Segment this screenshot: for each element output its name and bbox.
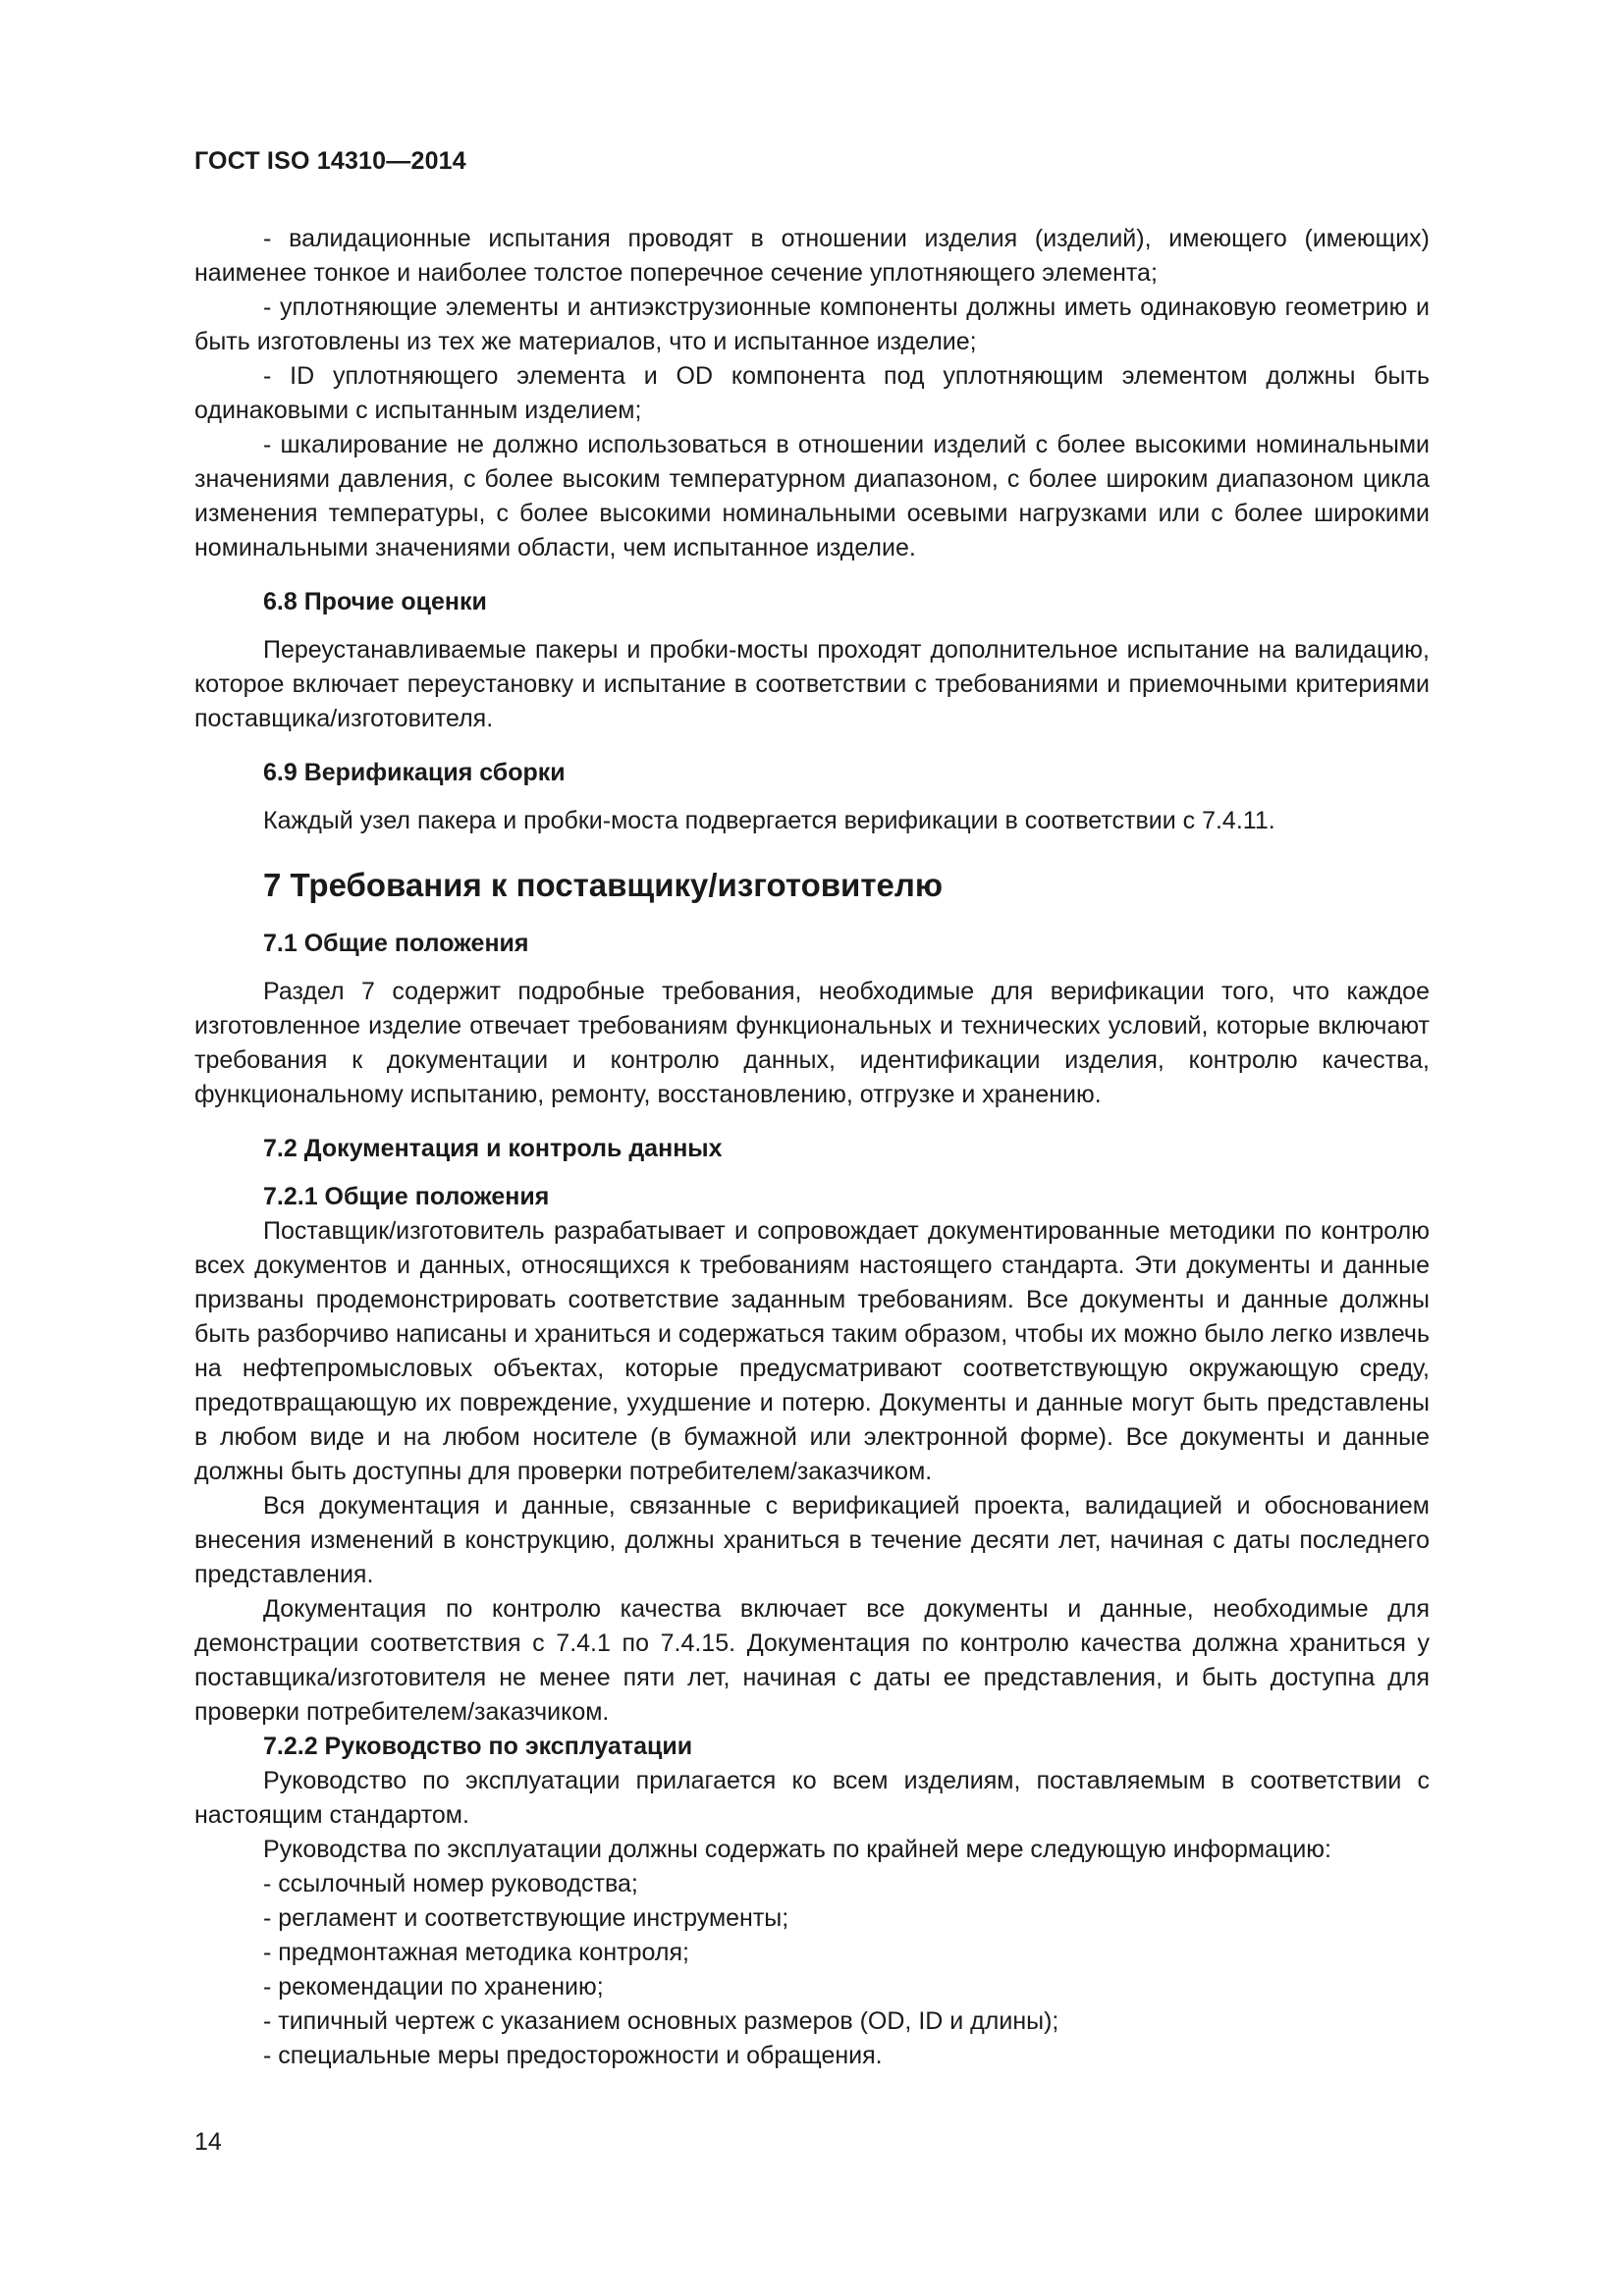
document-body bbox=[194, 222, 1430, 2073]
section-7-2-2-paragraph: Руководство по эксплуатации прилагается ко всем изделиям, поставляемым в соответствии с настоящим стандартом. bbox=[194, 1767, 1430, 1829]
section-heading-7: 7 Требования к поставщику/изготовителю bbox=[263, 867, 944, 903]
list-item: - специальные меры предосторожности и обращения. bbox=[263, 2042, 883, 2069]
list-item: - регламент и соответствующие инструменты; bbox=[263, 1904, 789, 1932]
section-7-1-text: Раздел 7 содержит подробные требования, необходимые для верификации того, что каждое изготовленное изделие отвечает требованиям функциональных и технических условий, которые включают требования к документации и контролю данных, идентификации изделия, контролю качества, функциональному испытанию, ремонту, восстановлению, отгрузке и хранению. bbox=[194, 978, 1430, 1108]
section-heading-6-8: 6.8 Прочие оценки bbox=[263, 588, 487, 615]
section-6-9-text: Каждый узел пакера и пробки-моста подвергается верификации в соответствии с 7.4.11. bbox=[263, 807, 1275, 834]
section-6-8-text: Переустанавливаемые пакеры и пробки-мосты проходят дополнительное испытание на валидацию, которое включает переустановку и испытание в соответствии с требованиями и приемочными критериями поставщика/изготовителя. bbox=[194, 636, 1430, 732]
bullet-paragraph: - уплотняющие элементы и антиэкструзионные компоненты должны иметь одинаковую геометрию и быть изготовлены из тех же материалов, что и испытанное изделие; bbox=[194, 294, 1430, 355]
bullet-paragraph: - шкалирование не должно использоваться в отношении изделий с более высокими номинальными значениями давления, с более высоким температурном диапазоном, с более широким диапазоном цикла изменения температуры, с более высокими номинальными осевыми нагрузками или с более широкими номинальными значениями области, чем испытанное изделие. bbox=[194, 431, 1430, 561]
section-heading-7-2: 7.2 Документация и контроль данных bbox=[263, 1135, 723, 1162]
section-7-2-1-paragraph: Вся документация и данные, связанные с верификацией проекта, валидацией и обоснованием внесения изменений в конструкцию, должны храниться в течение десяти лет, начиная с даты последнего представления. bbox=[194, 1492, 1430, 1588]
section-heading-7-2-1: 7.2.1 Общие положения bbox=[263, 1183, 550, 1210]
document-header: ГОСТ ISO 14310—2014 bbox=[194, 147, 466, 175]
section-heading-7-1: 7.1 Общие положения bbox=[263, 930, 529, 957]
list-item: - предмонтажная методика контроля; bbox=[263, 1939, 689, 1966]
bullet-paragraph: - валидационные испытания проводят в отношении изделия (изделий), имеющего (имеющих) наименее тонкое и наиболее толстое поперечное сечение уплотняющего элемента; bbox=[194, 225, 1430, 287]
page-number: 14 bbox=[194, 2128, 222, 2156]
section-7-2-2-paragraph: Руководства по эксплуатации должны содержать по крайней мере следующую информацию: bbox=[263, 1836, 1331, 1863]
section-7-2-1-paragraph: Поставщик/изготовитель разрабатывает и сопровождает документированные методики по контролю всех документов и данных, относящихся к требованиям настоящего стандарта. Эти документы и данные призваны продемонстрировать соответствие заданным требованиям. Все документы и данные должны быть разборчиво написаны и храниться и содержаться таким образом, чтобы их можно было легко извлечь на нефтепромысловых объектах, которые предусматривают соответствующую окружающую среду, предотвращающую их повреждение, ухудшение и потерю. Документы и данные могут быть представлены в любом виде и на любом носителе (в бумажной или электронной форме). Все документы и данные должны быть доступны для проверки потребителем/заказчиком. bbox=[194, 1217, 1430, 1485]
section-7-2-1-paragraph: Документация по контролю качества включает все документы и данные, необходимые для демонстрации соответствия с 7.4.1 по 7.4.15. Документация по контролю качества должна храниться у поставщика/изготовителя не менее пяти лет, начиная с даты ее представления, и быть доступна для проверки потребителем/заказчиком. bbox=[194, 1595, 1430, 1726]
list-item: - типичный чертеж с указанием основных размеров (OD, ID и длины); bbox=[263, 2007, 1059, 2035]
section-heading-7-2-2: 7.2.2 Руководство по эксплуатации bbox=[263, 1733, 693, 1760]
bullet-paragraph: - ID уплотняющего элемента и OD компонента под уплотняющим элементом должны быть одинаковыми с испытанным изделием; bbox=[194, 362, 1430, 424]
list-item: - рекомендации по хранению; bbox=[263, 1973, 604, 2001]
list-item: - ссылочный номер руководства; bbox=[263, 1870, 638, 1897]
section-heading-6-9: 6.9 Верификация сборки bbox=[263, 759, 566, 786]
